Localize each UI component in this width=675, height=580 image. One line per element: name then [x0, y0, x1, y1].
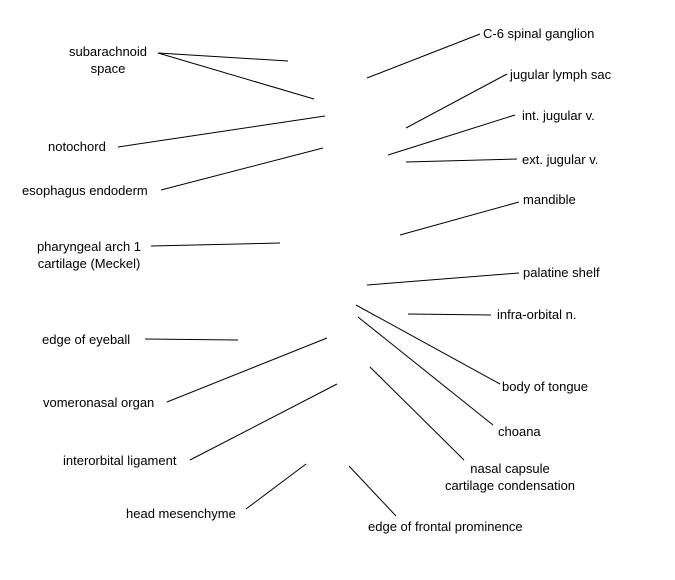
leader-line-head-mesenchyme [246, 464, 306, 509]
leader-line-palatine-shelf [367, 273, 519, 285]
leader-line-int-jugular-v [388, 115, 515, 155]
leader-line-ext-jugular-v [406, 159, 517, 162]
label-infra-orbital-n: infra-orbital n. [497, 307, 577, 322]
leader-line-interorbital-ligament [190, 384, 337, 460]
leader-line-c6-spinal-ganglion [367, 34, 480, 78]
label-mandible: mandible [523, 192, 576, 207]
label-ext-jugular-v: ext. jugular v. [522, 152, 599, 167]
label-jugular-lymph-sac: jugular lymph sac [510, 67, 612, 82]
label-palatine-shelf: palatine shelf [523, 265, 600, 280]
label-nasal-capsule-cartilage-condensation [430, 460, 590, 494]
leader-line-mandible [400, 202, 519, 235]
label-vomeronasal-organ: vomeronasal organ [43, 395, 155, 410]
label-pharyngeal-arch-1-line-1: pharyngeal arch 1 [36, 239, 142, 254]
leader-line-infra-orbital-n [408, 314, 491, 315]
label-pharyngeal-arch-1-cartilage [28, 238, 150, 272]
label-subarachnoid-space-line-2: space [90, 61, 126, 76]
label-subarachnoid-space [60, 43, 156, 77]
leader-line-edge-of-frontal-prominence [349, 466, 396, 516]
leader-line-edge-of-eyeball [145, 339, 238, 340]
leader-line-choana [358, 317, 493, 425]
label-nasal-capsule-line-2: cartilage condensation [444, 478, 576, 493]
leader-line-nasal-capsule [370, 367, 464, 460]
leader-line-subarachnoid-space-a [158, 53, 288, 61]
leader-line-jugular-lymph-sac [406, 74, 507, 128]
label-int-jugular-v: int. jugular v. [522, 108, 595, 123]
label-notochord: notochord [48, 139, 106, 154]
label-edge-of-frontal-prominence: edge of frontal prominence [368, 519, 523, 534]
label-choana: choana [498, 424, 541, 439]
leader-line-pharyngeal-arch-1 [151, 243, 280, 246]
leader-line-esophagus-endoderm [161, 148, 323, 190]
leader-line-subarachnoid-space-b [158, 53, 314, 99]
label-pharyngeal-arch-1-line-2: cartilage (Meckel) [37, 256, 141, 271]
label-subarachnoid-space-line-1: subarachnoid [68, 44, 148, 59]
label-body-of-tongue: body of tongue [502, 379, 589, 394]
label-interorbital-ligament: interorbital ligament [63, 453, 177, 468]
label-edge-of-eyeball: edge of eyeball [42, 332, 131, 347]
leader-line-vomeronasal-organ [167, 338, 327, 402]
label-nasal-capsule-line-1: nasal capsule [470, 461, 550, 476]
leader-line-notochord [118, 116, 325, 147]
label-head-mesenchyme: head mesenchyme [126, 506, 236, 521]
label-c6-spinal-ganglion: C-6 spinal ganglion [483, 26, 595, 41]
leader-line-body-of-tongue [356, 305, 500, 384]
label-esophagus-endoderm: esophagus endoderm [22, 183, 148, 198]
